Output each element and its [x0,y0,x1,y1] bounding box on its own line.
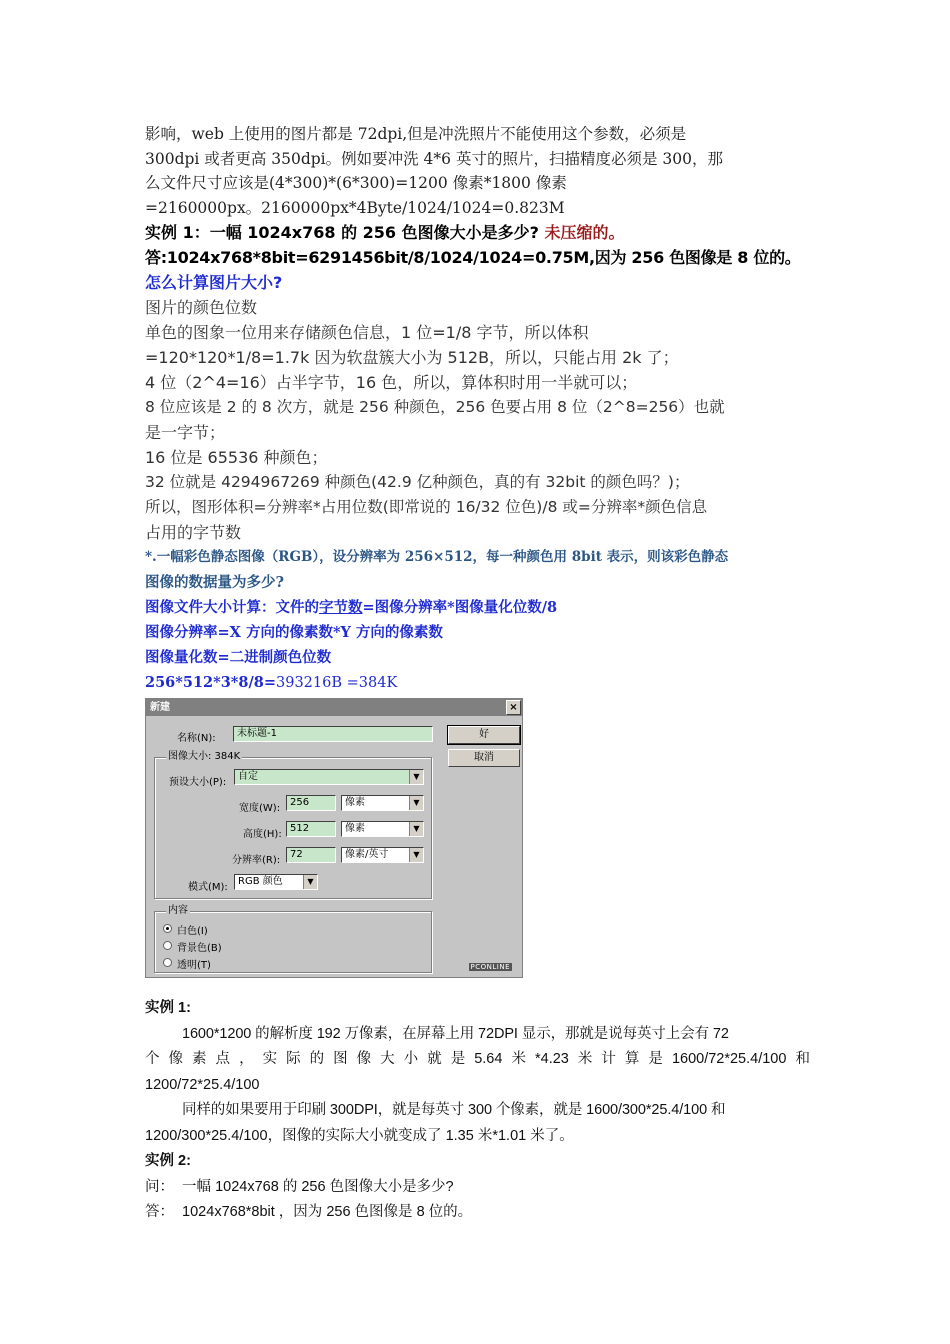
new-document-dialog [145,698,523,978]
howto-line-8: 所以，图形体积=分辨率*占用位数(即常说的 16/32 位色)/8 或=分辨率*颜色信息 [145,498,708,516]
rgb-question-1: *.一幅彩色静态图像（RGB），设分辨率为 256×512，每一种颜色用 8bit 表示，则该彩色静态 [145,549,729,565]
howto-line-1: 单色的图象一位用来存储颜色信息，1 位=1/8 字节，所以体积 [145,323,589,342]
height-unit-select[interactable] [341,821,424,837]
example2-question: 问： 一幅 1024x768 的 256 色图像大小是多少? [145,1178,454,1195]
howto-line-4: 8 位应该是 2 的 8 次方，就是 256 种颜色，256 色要占用 8 位（2^8=256）也就 [145,398,725,416]
justified-word: 实 [262,1051,278,1067]
cancel-button[interactable]: 取消 [448,749,520,767]
howto-line-3: 4 位（2^4=16）占半字节，16 色，所以，算体积时用一半就可以； [145,373,638,392]
justified-word: 就 [427,1051,442,1067]
intro-line-2: 300dpi 或者更高 350dpi。例如要冲洗 4*6 英寸的照片，扫描精度必须是 300，那 [145,149,723,168]
mode-label: 模式(M): [188,882,228,893]
width-unit-select[interactable] [341,795,424,811]
rgb-question-2: 图像的数据量为多少? [145,574,284,591]
rgb-formula-2: 图像分辨率=X 方向的像素数*Y 方向的像素数 [145,624,443,641]
radio-background-label: 背景色(B) [177,943,222,954]
resolution-unit-value: 像素/英寸 [345,849,389,860]
justified-word: *4.23 [534,1051,569,1067]
dialog-title: 新建 [150,702,170,713]
justified-word: 际 [286,1051,301,1067]
example1-label: 实例 1：一幅 1024x768 的 256 色图像大小是多少? [145,223,539,242]
justified-word: 1600/72*25.4/100 [671,1051,787,1067]
width-input[interactable]: 256 [286,795,336,811]
name-label: 名称(N): [177,733,216,744]
justified-word: 5.64 [474,1051,503,1067]
image-size-title: 图像大小: 384K [168,751,241,762]
radio-transparent-label: 透明(T) [177,960,211,971]
example1b-line-3: 1200/72*25.4/100 [145,1076,260,1093]
example2-answer: 答： 1024x768*8bit ，因为 256 色图像是 8 位的。 [145,1204,473,1220]
name-input[interactable]: 未标题-1 [233,726,433,742]
calc-rest: 393216B =384K [276,675,398,691]
chevron-down-icon: ▼ [409,796,423,810]
formula-1-part-a: 图像文件大小计算：文件的 [145,599,319,616]
document-body [145,122,810,696]
dialog-titlebar [146,699,522,716]
chevron-down-icon: ▼ [409,770,423,784]
justified-word: 素 [192,1051,207,1067]
howto-line-9: 占用的字节数 [145,523,242,542]
preset-select[interactable] [234,769,424,785]
justified-word: 算 [624,1051,640,1067]
mode-select[interactable] [234,874,318,890]
chevron-down-icon: ▼ [303,875,317,889]
example1b-line-5: 1200/300*25.4/100，图像的实际大小就变成了 1.35 米*1.01 米了。 [145,1127,574,1144]
howto-line-2: =120*120*1/8=1.7k 因为软盘簇大小为 512B，所以，只能占用 2k 了； [145,348,679,367]
mode-value: RGB 颜色 [238,876,283,887]
chevron-down-icon: ▼ [409,848,423,862]
formula-1-part-b: 字节数 [319,599,363,616]
intro-line-4: =2160000px。2160000px*4Byte/1024/1024=0.823M [145,198,565,217]
radio-white[interactable] [163,924,172,933]
example1b-label: 实例 1: [145,1000,191,1016]
howto-line-7: 32 位就是 4294967269 种颜色(42.9 亿种颜色，真的有 32bit 的颜色吗？)； [145,473,690,491]
howto-line-5: 是一字节； [145,423,226,442]
justified-word: 像 [356,1051,372,1067]
example2-label: 实例 2: [145,1153,191,1169]
close-icon[interactable]: × [506,700,521,715]
justified-word: 点 [215,1051,231,1067]
chevron-down-icon: ▼ [409,822,423,836]
watermark-logo: PCONLINE [470,963,510,971]
content-title: 内容 [168,905,188,916]
ok-button[interactable]: 好 [448,726,520,744]
rgb-calculation [145,670,810,696]
height-input[interactable]: 512 [286,821,336,837]
intro-line-1: 影响，web 上使用的图片都是 72dpi,但是冲洗照片不能使用这个参数，必须是 [145,125,687,143]
resolution-unit-select[interactable] [341,847,424,863]
example1b-line-4: 同样的如果要用于印刷 300DPI，就是每英寸 300 个像素，就是 1600/300*25.4/100 和 [182,1102,726,1118]
intro-line-3: 么文件尺寸应该是(4*300)*(6*300)=1200 像素*1800 像素 [145,174,567,192]
height-label: 高度(H): [243,829,282,840]
example1-answer: 答:1024x768*8bit=6291456bit/8/1024/1024=0.75M,因为 256 色图像是 8 位的。 [145,248,801,267]
howto-heading: 怎么计算图片大小? [145,273,283,292]
radio-transparent[interactable] [163,958,172,967]
radio-background[interactable] [163,941,172,950]
example1b-line-2 [145,1047,810,1073]
justified-word: 像 [168,1051,184,1067]
example1-question [145,220,810,245]
preset-label: 预设大小(P): [169,777,227,788]
justified-word: 的 [309,1051,325,1067]
width-unit-value: 像素 [345,797,365,808]
justified-word: ， [239,1051,254,1067]
justified-word: 大 [380,1051,395,1067]
justified-word: 米 [511,1051,526,1067]
justified-word: 个 [145,1051,160,1067]
resolution-label: 分辨率(R): [232,855,281,866]
rgb-formula-3: 图像量化数=二进制颜色位数 [145,649,332,666]
justified-word: 小 [403,1051,419,1067]
howto-subheading: 图片的颜色位数 [145,298,258,317]
height-unit-value: 像素 [345,823,365,834]
example1b-line-1: 1600*1200 的解析度 192 万像素，在屏幕上用 72DPI 显示，那就是说每英寸上会有 72 [182,1025,729,1042]
width-label: 宽度(W): [239,803,281,814]
justified-word: 和 [795,1051,810,1067]
justified-word: 计 [601,1051,616,1067]
justified-word: 图 [333,1051,348,1067]
radio-white-label: 白色(I) [177,926,208,937]
examples-section [145,996,810,1226]
justified-word: 是 [450,1051,466,1067]
calc-bold: 256*512*3*8/8= [145,674,276,691]
rgb-formula-1 [145,595,810,620]
example1-note: 未压缩的。 [538,223,625,242]
preset-value: 自定 [238,771,258,782]
resolution-input[interactable]: 72 [286,847,336,863]
justified-word: 是 [648,1051,663,1067]
justified-word: 米 [577,1051,593,1067]
formula-1-part-c: =图像分辨率*图像量化位数/8 [362,599,558,616]
howto-line-6: 16 位是 65536 种颜色； [145,448,328,467]
